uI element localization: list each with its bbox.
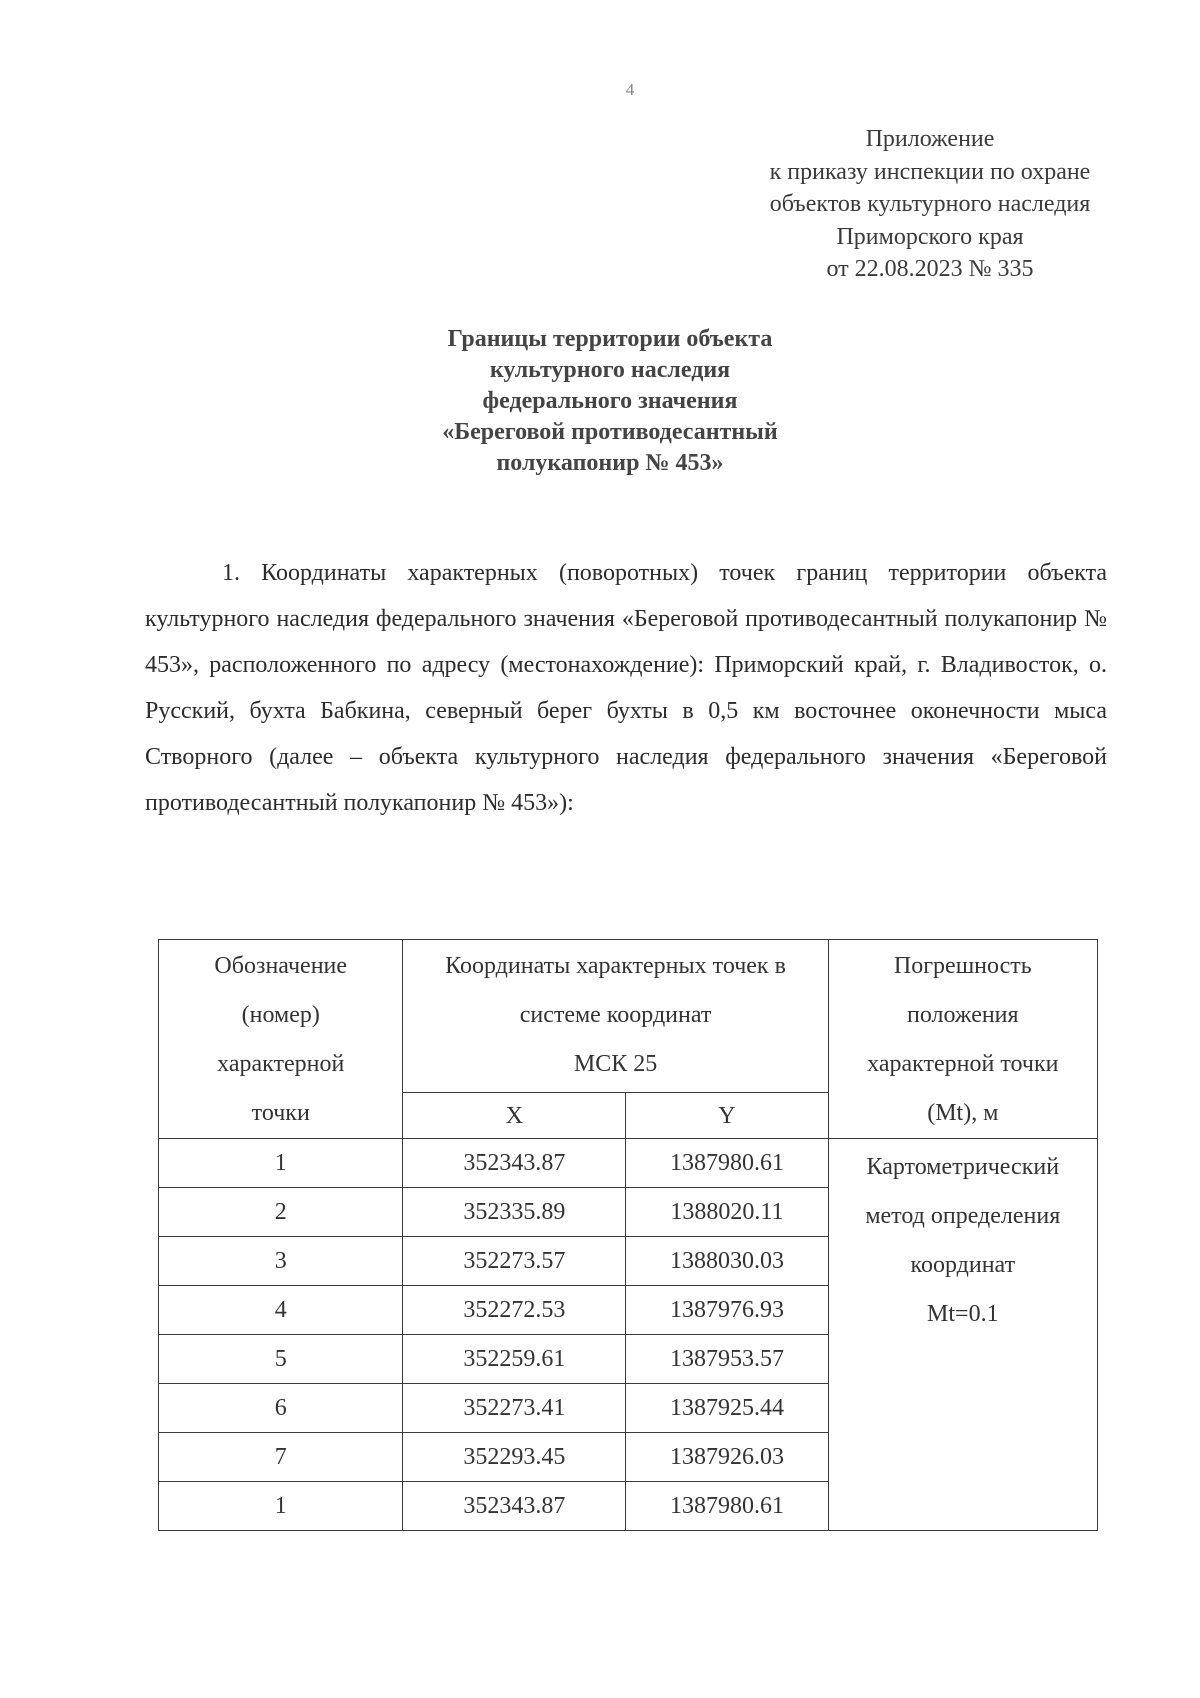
y-cell: 1387925.44 [626,1384,828,1433]
title-line: культурного наследия [489,357,731,383]
x-cell: 352293.45 [403,1433,626,1482]
y-cell: 1388020.11 [626,1188,828,1237]
header-point-cell [159,940,403,1139]
header-error-line: Погрешность [893,953,1032,979]
point-cell: 2 [159,1188,403,1237]
header-error-line: положения [907,1002,1019,1028]
body-text [145,550,1107,826]
x-cell: 352273.41 [403,1384,626,1433]
y-cell: 1387953.57 [626,1335,828,1384]
y-cell: 1387980.61 [626,1482,828,1531]
coordinates-table [158,939,1098,1531]
method-line: Mt=0.1 [927,1301,999,1327]
header-x-cell: X [403,1093,626,1139]
title-line: Границы территории объекта [447,326,773,352]
table-header-row [159,940,1098,1093]
appendix-line: объектов культурного наследия [769,191,1091,217]
header-point-line: характерной [217,1051,345,1077]
appendix-line: Приморского края [836,223,1024,250]
header-point-line: точки [251,1100,310,1126]
header-coords-cell [403,940,828,1093]
page-number: 4 [625,80,635,99]
method-cell [828,1139,1097,1531]
method-line: Картометрический [866,1154,1060,1180]
header-point-line: Обозначение [214,953,348,979]
point-cell: 1 [159,1139,403,1188]
point-cell: 1 [159,1482,403,1531]
document-title [380,324,840,479]
title-line: федерального значения [482,388,738,414]
title-line: «Береговой противодесантный [442,419,778,445]
appendix-block [730,123,1130,286]
y-cell: 1387926.03 [626,1433,828,1482]
appendix-line: к приказу инспекции по охране [769,158,1091,185]
point-cell: 5 [159,1335,403,1384]
title-line: полукапонир № 453» [496,450,724,476]
point-cell: 3 [159,1237,403,1286]
header-coords-line: Координаты характерных точек в [445,953,786,979]
header-error-line: (Mt), м [927,1100,999,1126]
appendix-line: от 22.08.2023 № 335 [826,256,1034,282]
point-cell: 6 [159,1384,403,1433]
header-point-line: (номер) [241,1002,320,1028]
x-cell: 352273.57 [403,1237,626,1286]
x-cell: 352335.89 [403,1188,626,1237]
point-cell: 4 [159,1286,403,1335]
y-cell: 1387976.93 [626,1286,828,1335]
x-cell: 352343.87 [403,1139,626,1188]
header-error-line: характерной точки [867,1051,1059,1077]
y-cell: 1388030.03 [626,1237,828,1286]
y-cell: 1387980.61 [626,1139,828,1188]
method-line: координат [910,1252,1016,1278]
appendix-line: Приложение [865,126,995,152]
header-coords-line: системе координат [519,1002,712,1028]
method-line: метод определения [865,1203,1061,1229]
x-cell: 352343.87 [403,1482,626,1531]
header-y-cell: Y [626,1093,828,1139]
paragraph-1: 1. Координаты характерных (поворотных) точек границ территории объекта культурного наследия федерального значения «Береговой противодесантный полукапонир № 453», расположенного по адресу (местонахождение): Приморский край, г. Владивосток, о. Русский, бухта Бабкина, северный берег бухты в 0,5 км восточнее оконечности мыса Створного (далее – объекта культурного наследия федерального значения «Береговой противодесантный полукапонир № 453»): [145,560,1107,816]
point-cell: 7 [159,1433,403,1482]
x-cell: 352272.53 [403,1286,626,1335]
header-coords-line: МСК 25 [573,1051,658,1077]
x-cell: 352259.61 [403,1335,626,1384]
header-error-cell [828,940,1097,1139]
table-row [159,1139,1098,1188]
